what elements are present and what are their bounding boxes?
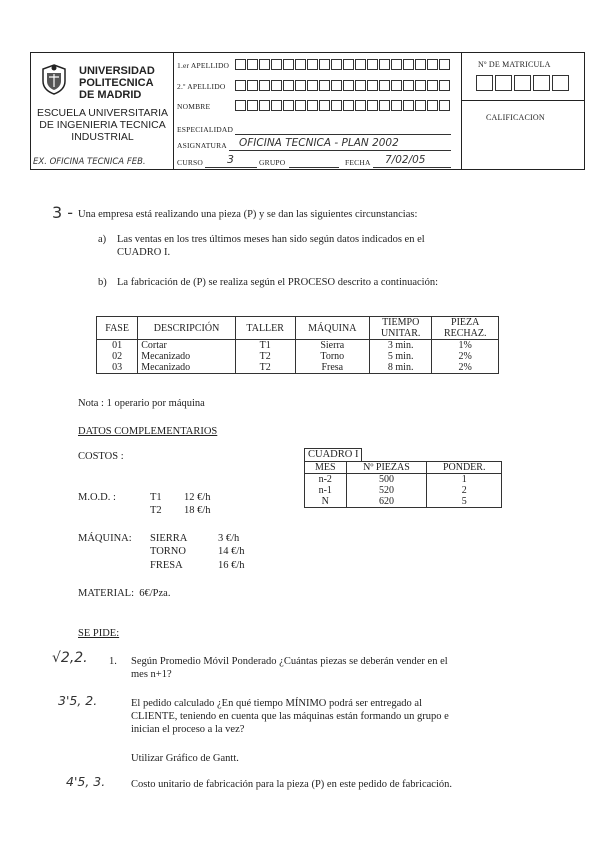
handwritten-subject-note: EX. OFICINA TECNICA FEB. [33, 157, 146, 167]
question2-line2: CLIENTE, teniendo en cuenta que las máquinas están formando un grupo e [131, 711, 449, 722]
university-name-line1: UNIVERSIDAD [79, 65, 155, 77]
item-b-text: La fabricación de (P) se realiza según el PROCESO descrito a continuación: [117, 277, 439, 288]
item-b-marker: b) [98, 277, 107, 288]
grading-block [461, 53, 584, 169]
university-block [31, 53, 174, 169]
question1-text [131, 655, 448, 681]
fecha-value: 7/02/05 [385, 154, 426, 166]
col-taller: TALLER [235, 317, 295, 340]
cuadro-title: CUADRO I [304, 448, 362, 461]
maquina-sierra-name: SIERRA [150, 533, 188, 544]
item-a-text [117, 233, 425, 259]
material-text: MATERIAL: 6€/Pza. [78, 588, 171, 599]
mod-t1-name: T1 [150, 492, 162, 503]
table-row: N 620 5 [305, 496, 502, 508]
question1-number: 1. [109, 656, 117, 667]
university-name-line3: DE MADRID [79, 89, 142, 101]
calificacion-label: CALIFICACION [486, 113, 545, 122]
fecha-label: FECHA [345, 158, 371, 167]
asignatura-field[interactable] [229, 150, 451, 151]
col-mes: MES [305, 462, 347, 474]
question3-score: 4'5, 3. [66, 774, 106, 789]
nota-text: Nota : 1 operario por máquina [78, 398, 205, 409]
problem-number: 3 - [52, 203, 74, 222]
question1-line2: mes n+1? [131, 669, 172, 680]
table-row: n-1 520 2 [305, 485, 502, 496]
col-maquina: MÁQUINA [295, 317, 369, 340]
table-row: 01 Cortar T1 Sierra 3 min. 1% [97, 340, 499, 352]
question2-line3: inician el proceso a la vez? [131, 724, 245, 735]
cuadro-header [305, 462, 502, 474]
maquina-label: MÁQUINA: [78, 533, 132, 544]
apellido2-input-boxes[interactable] [235, 80, 451, 91]
school-name-line3: INDUSTRIAL [71, 131, 134, 143]
table-row: 02 Mecanizado T2 Torno 5 min. 2% [97, 351, 499, 362]
school-name-line1: ESCUELA UNIVERSITARIA [36, 107, 169, 119]
item-a-line1: Las ventas en los tres últimos meses han sido según datos indicados en el [117, 234, 425, 245]
item-a-line2: CUADRO I. [117, 247, 171, 258]
matricula-label: Nº DE MATRICULA [478, 60, 551, 69]
mod-t2-name: T2 [150, 505, 162, 516]
asignatura-label: ASIGNATURA [177, 141, 227, 150]
school-name-line2: DE INGENIERIA TECNICA [39, 119, 166, 131]
curso-label: CURSO [177, 158, 204, 167]
apellido1-label: 1.er APELLIDO [177, 61, 230, 70]
question2-score: 3'5, 2. [58, 693, 98, 708]
curso-value: 3 [227, 153, 234, 166]
grupo-label: GRUPO [259, 158, 286, 167]
mod-t1-rate: 12 €/h [184, 492, 211, 503]
grupo-field[interactable] [289, 167, 339, 168]
nombre-label: NOMBRE [177, 102, 211, 111]
item-a-marker: a) [98, 234, 107, 245]
university-crest-icon [39, 63, 69, 95]
question2-line1: El pedido calculado ¿En qué tiempo MÍNIMO podrá ser entregado al [131, 698, 422, 709]
col-ponder: PONDER. [427, 462, 502, 474]
maquina-fresa-name: FRESA [150, 560, 183, 571]
curso-field[interactable] [205, 167, 257, 168]
mod-t2-rate: 18 €/h [184, 505, 211, 516]
maquina-sierra-rate: 3 €/h [218, 533, 240, 544]
maquina-torno-rate: 14 €/h [218, 546, 245, 557]
apellido2-label: 2.º APELLIDO [177, 82, 226, 91]
matricula-input-boxes[interactable] [476, 75, 571, 91]
especialidad-field[interactable] [235, 134, 451, 135]
exam-header [30, 52, 585, 170]
university-name-line2: POLITECNICA [79, 77, 154, 89]
col-descripcion: DESCRIPCIÓN [138, 317, 236, 340]
col-piezas: Nº PIEZAS [346, 462, 427, 474]
process-table [96, 316, 499, 374]
col-tiempo: TIEMPO UNITAR. [369, 317, 431, 340]
col-fase: FASE [97, 317, 138, 340]
table-row: n-2 500 1 [305, 474, 502, 486]
question3-text: Costo unitario de fabricación para la pieza (P) en este pedido de fabricación. [131, 779, 452, 790]
apellido1-input-boxes[interactable] [235, 59, 451, 70]
asignatura-value: OFICINA TECNICA - PLAN 2002 [239, 137, 399, 149]
maquina-fresa-rate: 16 €/h [218, 560, 245, 571]
se-pide-title: SE PIDE: [78, 628, 120, 639]
maquina-torno-name: TORNO [150, 546, 186, 557]
question1-line1: Según Promedio Móvil Ponderado ¿Cuántas piezas se deberán vender en el [131, 656, 448, 667]
fecha-field[interactable] [373, 167, 451, 168]
col-pieza-rechaz: PIEZA RECHAZ. [432, 317, 499, 340]
problem-intro: Una empresa está realizando una pieza (P) y se dan las siguientes circunstancias: [78, 209, 418, 220]
process-table-header [97, 317, 499, 340]
mod-label: M.O.D. : [78, 492, 116, 503]
question1-score: √2,2. [52, 650, 88, 666]
cuadro-table [304, 461, 502, 508]
especialidad-label: ESPECIALIDAD [177, 125, 234, 134]
question2-gantt-note: Utilizar Gráfico de Gantt. [131, 753, 239, 764]
nombre-input-boxes[interactable] [235, 100, 451, 111]
table-row: 03 Mecanizado T2 Fresa 8 min. 2% [97, 362, 499, 374]
costos-label: COSTOS : [78, 451, 124, 462]
question2-text [131, 697, 449, 736]
datos-complementarios-title: DATOS COMPLEMENTARIOS [78, 426, 218, 437]
